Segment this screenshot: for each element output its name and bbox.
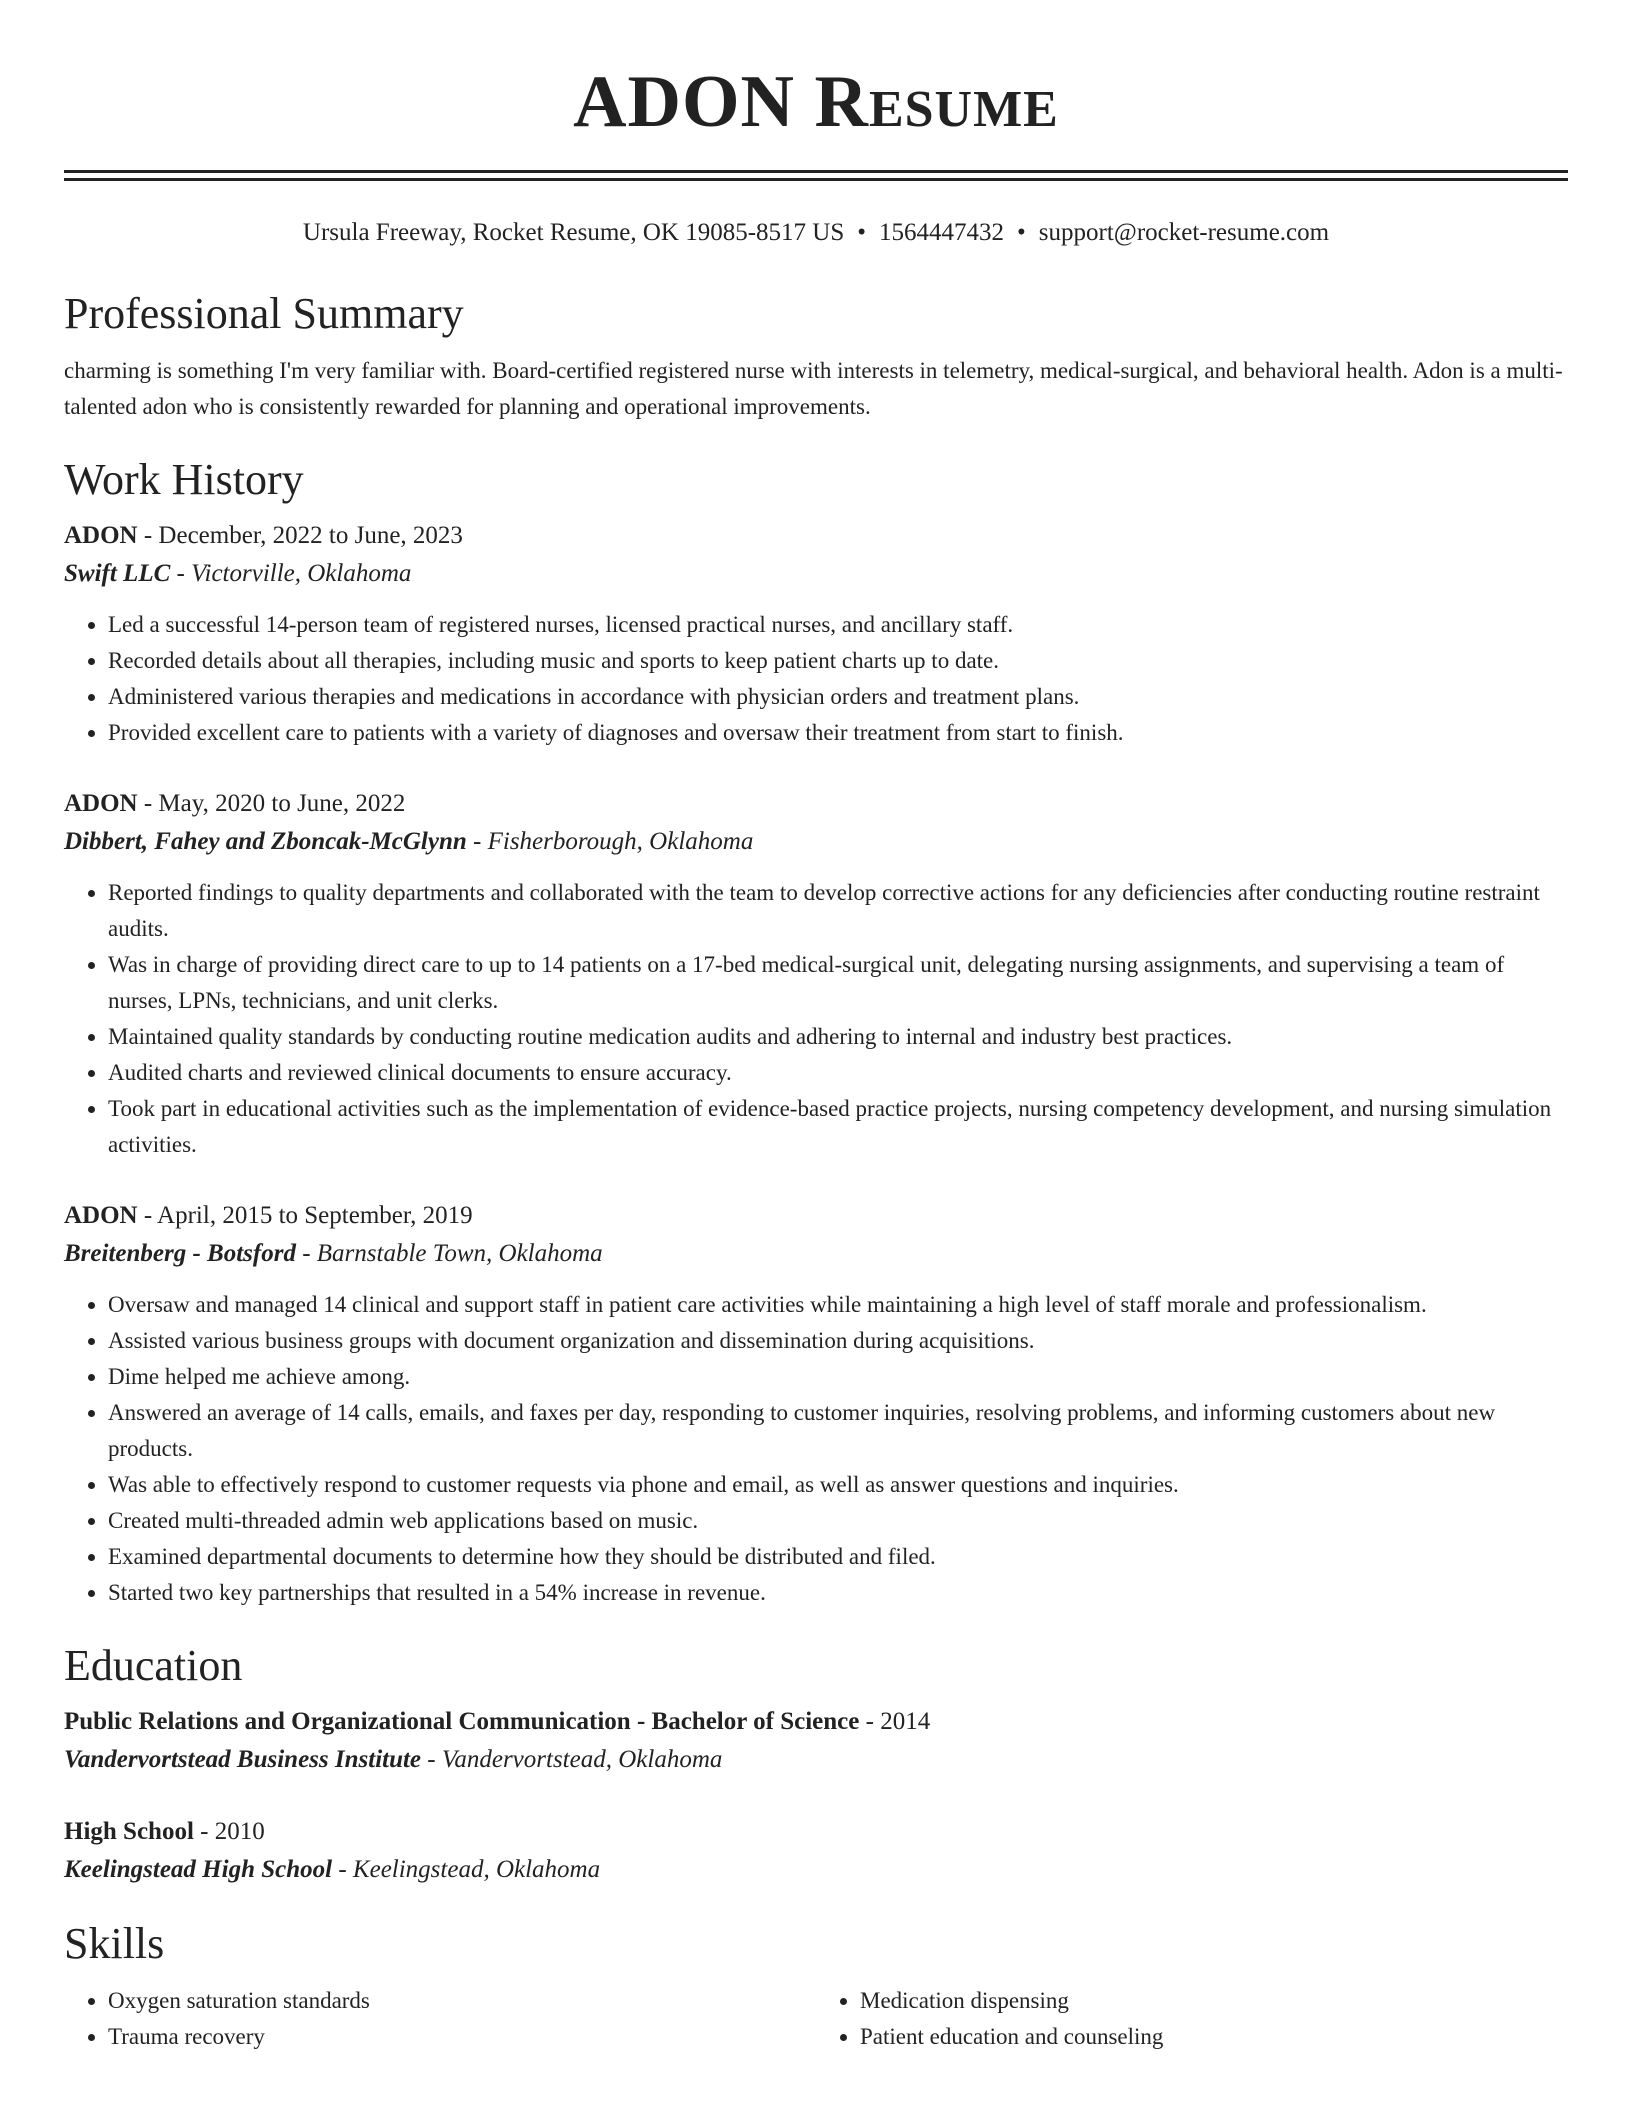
job-title: ADON (64, 522, 138, 549)
job-company: Dibbert, Fahey and Zboncak-McGlynn (64, 828, 467, 855)
skill-item: • Medication dispensing (860, 1983, 1568, 2019)
job-title-line (64, 785, 1568, 823)
skills-grid (64, 1983, 1568, 2055)
work-history-heading: Work History (64, 455, 304, 504)
job-title: ADON (64, 790, 138, 817)
job-bullet: • Oversaw and managed 14 clinical and support staff in patient care activities while maintaining a high level of staff morale and professionalism. (108, 1287, 1568, 1323)
job-location: - Victorville, Oklahoma (170, 560, 412, 587)
education-entry (64, 1813, 1568, 1889)
title-resume: Resume (814, 61, 1059, 143)
skill-item: • Patient education and counseling (860, 2019, 1568, 2055)
job-bullet: • Recorded details about all therapies, including music and sports to keep patient charts up to date. (108, 643, 1568, 679)
job-bullet: • Was in charge of providing direct care to up to 14 patients on a 17-bed medical-surgical unit, delegating nursing assignments, and supervising a team of nurses, LPNs, technicians, and unit clerks. (108, 947, 1568, 1019)
job-title: ADON (64, 1202, 138, 1229)
edu-year: - 2014 (859, 1708, 931, 1735)
skills-heading: Skills (64, 1919, 165, 1968)
summary-section (64, 287, 1568, 425)
job-bullet: • Maintained quality standards by conducting routine medication audits and adhering to internal and industry best practices. (108, 1019, 1568, 1055)
job-bullets (64, 1287, 1568, 1611)
education-entry (64, 1703, 1568, 1779)
job-company: Breitenberg - Botsford (64, 1240, 296, 1267)
job-bullet: • Assisted various business groups with document organization and dissemination during acquisitions. (108, 1323, 1568, 1359)
job-company-line (64, 823, 1568, 861)
job-bullet: • Started two key partnerships that resulted in a 54% increase in revenue. (108, 1575, 1568, 1611)
work-history-section (64, 453, 1568, 1611)
edu-year: - 2010 (193, 1818, 265, 1845)
edu-location: - Keelingstead, Oklahoma (332, 1856, 601, 1883)
job-bullets (64, 607, 1568, 751)
edu-degree-line (64, 1703, 1568, 1741)
skill-item: • Oxygen saturation standards (108, 1983, 816, 2019)
job-bullet: • Audited charts and reviewed clinical documents to ensure accuracy. (108, 1055, 1568, 1091)
skills-column-right (816, 1983, 1568, 2055)
job-entry (64, 785, 1568, 1163)
job-bullet: • Administered various therapies and medications in accordance with physician orders and treatment plans. (108, 679, 1568, 715)
title-rule-bottom (64, 178, 1568, 181)
job-company: Swift LLC (64, 560, 171, 587)
job-bullet: • Dime helped me achieve among. (108, 1359, 1568, 1395)
job-dates: - December, 2022 to June, 2023 (137, 522, 463, 549)
job-bullet: • Provided excellent care to patients with a variety of diagnoses and oversaw their treatment from start to finish. (108, 715, 1568, 751)
job-bullet: • Led a successful 14-person team of registered nurses, licensed practical nurses, and ancillary staff. (108, 607, 1568, 643)
contact-separator: • (857, 219, 867, 246)
job-entry (64, 517, 1568, 751)
skill-item: • Trauma recovery (108, 2019, 816, 2055)
skills-column-left (64, 1983, 816, 2055)
resume-title (64, 0, 1568, 144)
job-title-line (64, 517, 1568, 555)
job-title-line (64, 1197, 1568, 1235)
skills-section (64, 1917, 1568, 2055)
job-bullet: • Was able to effectively respond to customer requests via phone and email, as well as answer questions and inquiries. (108, 1467, 1568, 1503)
contact-email: support@rocket-resume.com (1038, 219, 1330, 246)
edu-degree: Public Relations and Organizational Communication - Bachelor of Science (64, 1708, 860, 1735)
title-name: ADON (573, 61, 795, 143)
contact-line (64, 217, 1568, 249)
education-section (64, 1639, 1568, 1889)
job-bullets (64, 875, 1568, 1163)
edu-school-line (64, 1851, 1568, 1889)
edu-school-line (64, 1741, 1568, 1779)
contact-phone: 1564447432 (879, 219, 1005, 246)
job-dates: - May, 2020 to June, 2022 (137, 790, 406, 817)
job-bullet: • Answered an average of 14 calls, emails, and faxes per day, responding to customer inquiries, resolving problems, and informing customers about new products. (108, 1395, 1568, 1467)
contact-address: Ursula Freeway, Rocket Resume, OK 19085-8517 US (302, 219, 845, 246)
job-company-line (64, 1235, 1568, 1273)
title-rule-top (64, 170, 1568, 173)
job-bullet: • Examined departmental documents to determine how they should be distributed and filed. (108, 1539, 1568, 1575)
edu-school: Vandervortstead Business Institute (64, 1746, 422, 1773)
job-location: - Barnstable Town, Oklahoma (295, 1240, 603, 1267)
job-dates: - April, 2015 to September, 2019 (137, 1202, 473, 1229)
summary-heading: Professional Summary (64, 289, 464, 338)
education-heading: Education (64, 1641, 243, 1690)
job-company-line (64, 555, 1568, 593)
job-entry (64, 1197, 1568, 1611)
edu-school: Keelingstead High School (64, 1856, 333, 1883)
edu-location: - Vandervortstead, Oklahoma (421, 1746, 723, 1773)
job-bullet: • Created multi-threaded admin web applications based on music. (108, 1503, 1568, 1539)
job-bullet: • Reported findings to quality departments and collaborated with the team to develop corrective actions for any deficiencies after conducting routine restraint audits. (108, 875, 1568, 947)
contact-separator: • (1017, 219, 1026, 246)
job-bullet: • Took part in educational activities such as the implementation of evidence-based practice projects, nursing competency development, and nursing simulation activities. (108, 1091, 1568, 1163)
edu-degree-line (64, 1813, 1568, 1851)
job-location: - Fisherborough, Oklahoma (466, 828, 754, 855)
edu-degree: High School (64, 1818, 194, 1845)
summary-text: charming is something I'm very familiar with. Board-certified registered nurse with interests in telemetry, medical-surgical, and behavioral health. Adon is a multi-talented adon who is consistently rewarded for planning and operational improvements. (64, 358, 1563, 419)
